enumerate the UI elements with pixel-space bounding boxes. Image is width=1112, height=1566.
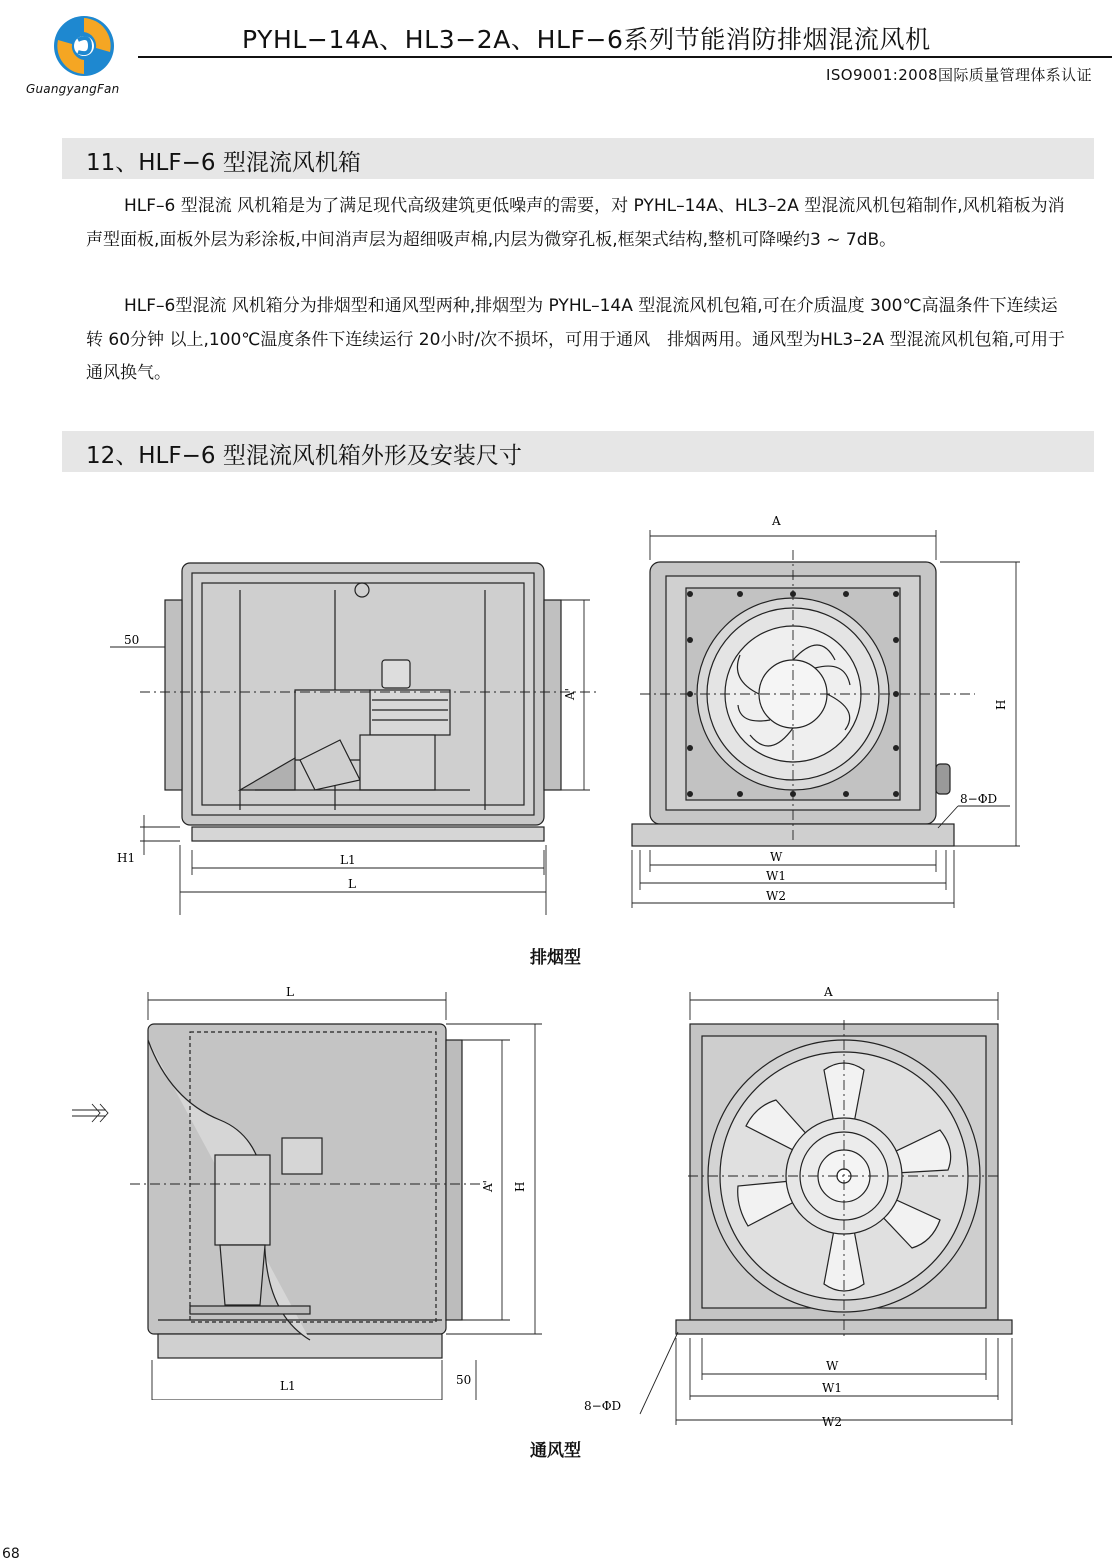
section-11-title: 11、HLF−6 型混流风机箱 xyxy=(86,150,361,176)
dim-label-w-vent: W xyxy=(826,1359,839,1373)
dim-label-h: H xyxy=(994,699,1008,710)
dim-label-w: W xyxy=(770,850,783,864)
dim-label-a-vent: A xyxy=(824,985,833,999)
section-11-paragraph-1: HLF–6 型混流 风机箱是为了满足现代高级建筑更低噪声的需要，对 PYHL–14A、HL3–2A 型混流风机包箱制作,风机箱板为消声型面板,面板外层为彩涂板,中间消声层为超细吸声棉,内层为微穿孔板,框架式结构,整机可降噪约3 ~ 7dB。 xyxy=(86,196,1065,250)
dim-label-h1: H1 xyxy=(117,851,136,865)
dim-label-l: L xyxy=(348,877,356,891)
page-header-title: PYHL−14A、HL3−2A、HLF−6系列节能消防排烟混流风机 xyxy=(242,25,931,54)
dim-label-l-vent: L xyxy=(286,985,294,999)
dim-label-50: 50 xyxy=(124,633,140,647)
page-number: 68 xyxy=(2,1546,20,1562)
dim-label-holes-vent: 8−ΦD xyxy=(584,1399,622,1413)
dim-label-w1-vent: W1 xyxy=(822,1381,842,1395)
dim-label-a-prime-vent: A' xyxy=(481,1180,495,1192)
vent-type-front-view-drawing xyxy=(570,980,1030,1440)
smoke-type-front-view-drawing xyxy=(620,510,1060,910)
dim-label-holes: 8−ΦD xyxy=(960,792,998,806)
header-divider xyxy=(138,56,1112,58)
smoke-type-caption: 排烟型 xyxy=(530,948,581,968)
dim-label-l1: L1 xyxy=(340,853,356,867)
dim-label-w2: W2 xyxy=(766,889,786,903)
smoke-type-side-view-drawing xyxy=(100,550,620,920)
section-12-title: 12、HLF−6 型混流风机箱外形及安装尺寸 xyxy=(86,443,522,469)
dim-label-a-prime: A' xyxy=(563,688,577,700)
dim-label-h-vent: H xyxy=(513,1181,527,1192)
dim-label-a: A xyxy=(772,514,781,528)
dim-label-50-vent: 50 xyxy=(456,1373,472,1387)
vent-type-side-view-drawing xyxy=(60,980,560,1400)
section-11-paragraph-2: HLF–6型混流 风机箱分为排烟型和通风型两种,排烟型为 PYHL–14A 型混流风机包箱,可在介质温度 300℃高温条件下连续运转 60分钟 以上,100℃温度条件下连续运行 20小时/次不损坏，可用于通风 排烟两用。通风型为HL3–2A 型混流风机包箱,可用于通风换气。 xyxy=(86,296,1065,383)
logo-text: GuangyangFan xyxy=(26,82,120,96)
certification-text: ISO9001:2008国际质量管理体系认证 xyxy=(826,66,1092,84)
company-logo xyxy=(44,12,124,82)
dim-label-l1-vent: L1 xyxy=(280,1379,296,1393)
vent-type-caption: 通风型 xyxy=(530,1441,581,1461)
dim-label-w2-vent: W2 xyxy=(822,1415,842,1429)
dim-label-w1: W1 xyxy=(766,869,786,883)
